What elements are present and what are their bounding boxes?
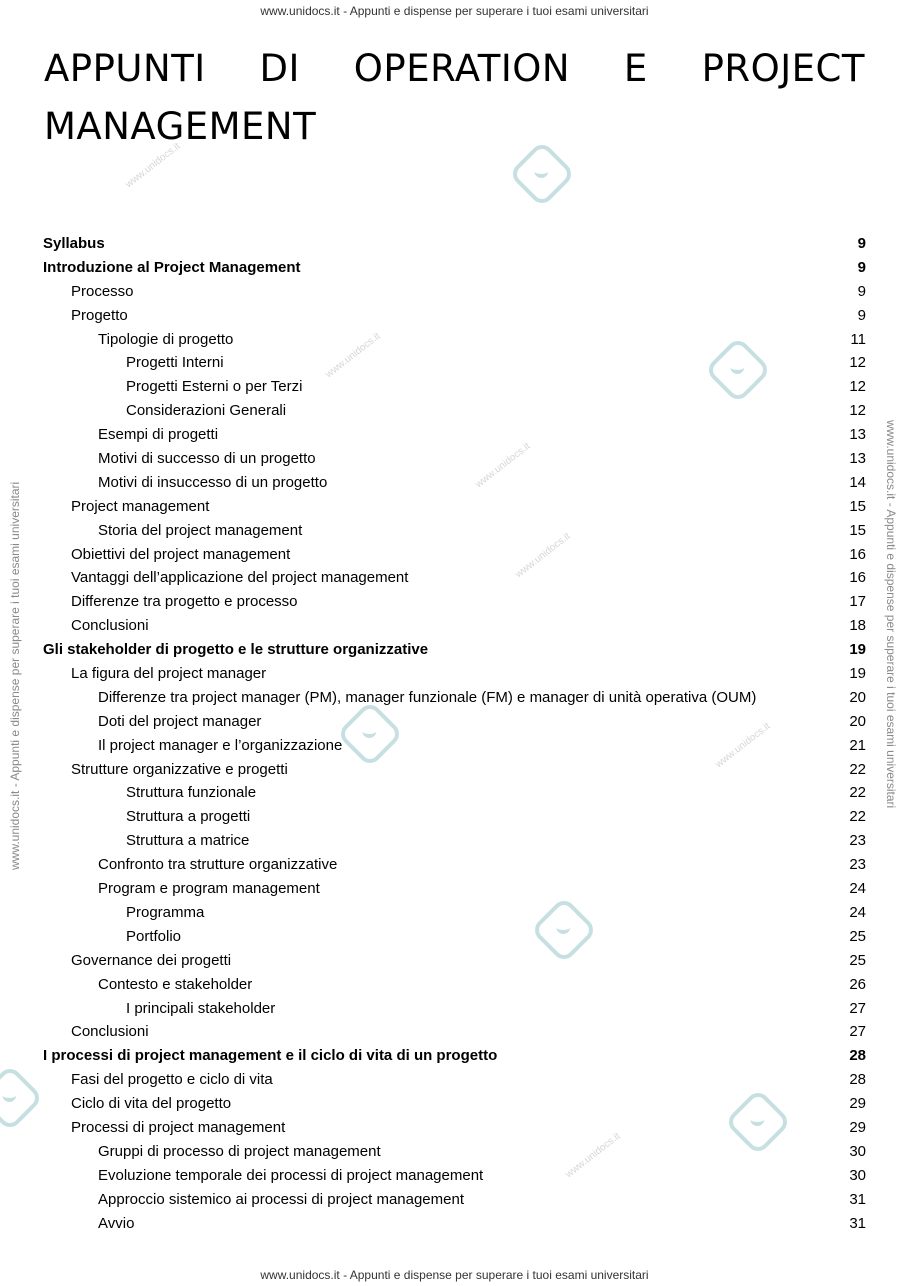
toc-entry[interactable] xyxy=(43,256,866,280)
toc-entry[interactable] xyxy=(43,471,866,495)
toc-entry-title: Struttura a progetti xyxy=(126,808,251,826)
toc-entry-title: Program e program management xyxy=(98,880,320,898)
toc-entry-title: Gruppi di processo di project management xyxy=(98,1142,381,1160)
toc-entry[interactable] xyxy=(43,447,866,471)
toc-entry[interactable] xyxy=(43,853,866,877)
watermark-diagonal-text: www.unidocs.it xyxy=(713,720,773,771)
toc-entry-title: Confronto tra strutture organizzative xyxy=(98,856,338,874)
watermark-side-right: www.unidocs.it - Appunti e dispense per superare i tuoi esami universitari xyxy=(884,420,898,809)
toc-entry-page: 12 xyxy=(849,378,866,396)
toc-entry-title: I principali stakeholder xyxy=(126,999,276,1017)
toc-entry-title: Tipologie di progetto xyxy=(98,330,234,348)
toc-entry-page: 22 xyxy=(849,784,866,802)
watermark-diagonal-text: www.unidocs.it xyxy=(563,1130,623,1181)
toc-entry-page: 29 xyxy=(849,1118,866,1136)
watermark-diagonal-text: www.unidocs.it xyxy=(473,440,533,491)
toc-entry-title: Introduzione al Project Management xyxy=(43,258,301,276)
toc-entry-page: 26 xyxy=(849,975,866,993)
toc-entry[interactable] xyxy=(43,423,866,447)
toc-entry[interactable] xyxy=(43,1164,866,1188)
watermark-diagonal-text: www.unidocs.it xyxy=(323,330,383,381)
toc-entry[interactable] xyxy=(43,662,866,686)
toc-entry[interactable] xyxy=(43,519,866,543)
toc-entry-page: 23 xyxy=(849,832,866,850)
toc-entry[interactable] xyxy=(43,566,866,590)
watermark-side-left: www.unidocs.it - Appunti e dispense per superare i tuoi esami universitari xyxy=(8,481,22,870)
toc-entry-page: 16 xyxy=(849,545,866,563)
toc-entry-page: 12 xyxy=(849,354,866,372)
toc-entry-page: 14 xyxy=(849,473,866,491)
toc-entry-title: Storia del project management xyxy=(98,521,303,539)
toc-entry[interactable] xyxy=(43,1020,866,1044)
toc-entry-title: Approccio sistemico ai processi di project management xyxy=(98,1190,464,1208)
toc-entry[interactable] xyxy=(43,781,866,805)
toc-entry-title: Ciclo di vita del progetto xyxy=(71,1095,232,1113)
toc-entry[interactable] xyxy=(43,614,866,638)
toc-entry[interactable] xyxy=(43,829,866,853)
toc-entry-title: Processi di project management xyxy=(71,1118,286,1136)
toc-entry-page: 27 xyxy=(849,1023,866,1041)
toc-entry-title: La figura del project manager xyxy=(71,665,267,683)
toc-entry[interactable] xyxy=(43,375,866,399)
toc-entry-title: Differenze tra progetto e processo xyxy=(71,593,298,611)
toc-entry-page: 21 xyxy=(849,736,866,754)
toc-entry-page: 24 xyxy=(849,880,866,898)
toc-entry[interactable] xyxy=(43,997,866,1021)
toc-entry[interactable] xyxy=(43,925,866,949)
toc-entry-title: Differenze tra project manager (PM), manager funzionale (FM) e manager di unità operativa (OUM) xyxy=(98,688,757,706)
toc-entry-title: Doti del project manager xyxy=(98,712,262,730)
document-title: APPUNTI DI OPERATION E PROJECT MANAGEMENT xyxy=(44,47,865,148)
toc-entry-page: 9 xyxy=(857,258,866,276)
unidocs-logo-watermark xyxy=(0,1064,44,1132)
toc-entry[interactable] xyxy=(43,1188,866,1212)
toc-entry-page: 13 xyxy=(849,450,866,468)
toc-entry[interactable] xyxy=(43,1044,866,1068)
toc-entry-title: I processi di project management e il ciclo di vita di un progetto xyxy=(43,1047,498,1065)
toc-entry-title: Progetti Interni xyxy=(126,354,224,372)
toc-entry-page: 23 xyxy=(849,856,866,874)
toc-entry[interactable] xyxy=(43,543,866,567)
toc-entry-page: 13 xyxy=(849,426,866,444)
toc-entry[interactable] xyxy=(43,686,866,710)
watermark-header: www.unidocs.it - Appunti e dispense per superare i tuoi esami universitari xyxy=(260,4,649,18)
toc-entry-page: 12 xyxy=(849,402,866,420)
toc-entry[interactable] xyxy=(43,1212,866,1236)
toc-entry-page: 19 xyxy=(849,641,866,659)
toc-entry-title: Fasi del progetto e ciclo di vita xyxy=(71,1071,273,1089)
toc-entry[interactable] xyxy=(43,877,866,901)
toc-entry[interactable] xyxy=(43,805,866,829)
toc-entry[interactable] xyxy=(43,590,866,614)
toc-entry-page: 19 xyxy=(849,665,866,683)
toc-entry[interactable] xyxy=(43,399,866,423)
toc-entry-title: Portfolio xyxy=(126,927,182,945)
toc-entry[interactable] xyxy=(43,304,866,328)
toc-entry-page: 16 xyxy=(849,569,866,587)
toc-entry-page: 17 xyxy=(849,593,866,611)
toc-entry[interactable] xyxy=(43,328,866,352)
toc-entry-page: 25 xyxy=(849,951,866,969)
toc-entry-page: 31 xyxy=(849,1190,866,1208)
toc-entry-page: 18 xyxy=(849,617,866,635)
watermark-footer: www.unidocs.it - Appunti e dispense per superare i tuoi esami universitari xyxy=(260,1268,649,1282)
toc-entry[interactable] xyxy=(43,351,866,375)
toc-entry-title: Processo xyxy=(71,282,134,300)
toc-entry[interactable] xyxy=(43,949,866,973)
toc-entry-title: Struttura a matrice xyxy=(126,832,250,850)
toc-entry-title: Motivi di insuccesso di un progetto xyxy=(98,473,328,491)
toc-entry-title: Syllabus xyxy=(43,235,105,252)
toc-entry-page: 31 xyxy=(849,1214,866,1232)
toc-entry[interactable] xyxy=(43,758,866,782)
toc-entry-page: 30 xyxy=(849,1142,866,1160)
toc-entry-title: Avvio xyxy=(98,1214,135,1232)
toc-entry[interactable] xyxy=(43,495,866,519)
toc-entry-page: 22 xyxy=(849,808,866,826)
toc-entry-page: 11 xyxy=(850,330,866,348)
toc-entry[interactable] xyxy=(43,232,866,256)
watermark-diagonal-text: www.unidocs.it xyxy=(513,530,573,581)
toc-entry-title: Struttura funzionale xyxy=(126,784,257,802)
toc-entry-title: Strutture organizzative e progetti xyxy=(71,760,288,778)
table-of-contents xyxy=(43,232,866,1235)
toc-entry-page: 9 xyxy=(857,282,866,300)
toc-entry-title: Obiettivi del project management xyxy=(71,545,291,563)
toc-entry-title: Progetti Esterni o per Terzi xyxy=(126,378,303,396)
toc-entry-page: 20 xyxy=(849,688,866,706)
toc-entry-page: 15 xyxy=(849,521,866,539)
toc-entry[interactable] xyxy=(43,973,866,997)
toc-entry[interactable] xyxy=(43,734,866,758)
toc-entry[interactable] xyxy=(43,1092,866,1116)
toc-entry[interactable] xyxy=(43,638,866,662)
toc-entry-page: 22 xyxy=(849,760,866,778)
toc-entry-title: Contesto e stakeholder xyxy=(98,975,253,993)
toc-entry-page: 25 xyxy=(849,927,866,945)
toc-entry-page: 27 xyxy=(849,999,866,1017)
toc-entry-page: 24 xyxy=(849,903,866,921)
toc-entry-page: 9 xyxy=(857,235,866,252)
toc-entry-title: Il project manager e l’organizzazione xyxy=(98,736,343,754)
toc-entry-page: 28 xyxy=(849,1047,866,1065)
toc-entry-title: Esempi di progetti xyxy=(98,426,219,444)
toc-entry-page: 9 xyxy=(857,306,866,324)
toc-entry-page: 20 xyxy=(849,712,866,730)
toc-entry-title: Gli stakeholder di progetto e le strutture organizzative xyxy=(43,641,429,659)
toc-entry-page: 28 xyxy=(849,1071,866,1089)
toc-entry-title: Considerazioni Generali xyxy=(126,402,287,420)
watermark-diagonal-text: www.unidocs.it xyxy=(123,140,183,191)
toc-entry[interactable] xyxy=(43,710,866,734)
toc-entry-page: 30 xyxy=(849,1166,866,1184)
toc-entry-title: Programma xyxy=(126,903,205,921)
toc-entry-title: Conclusioni xyxy=(71,617,149,635)
toc-entry-title: Evoluzione temporale dei processi di project management xyxy=(98,1166,484,1184)
toc-entry-page: 15 xyxy=(849,497,866,515)
toc-entry-title: Motivi di successo di un progetto xyxy=(98,450,316,468)
toc-entry-page: 29 xyxy=(849,1095,866,1113)
toc-entry[interactable] xyxy=(43,280,866,304)
toc-entry[interactable] xyxy=(43,901,866,925)
toc-entry-title: Conclusioni xyxy=(71,1023,149,1041)
toc-entry-title: Vantaggi dell’applicazione del project management xyxy=(71,569,409,587)
toc-entry-title: Governance dei progetti xyxy=(71,951,232,969)
toc-entry[interactable] xyxy=(43,1140,866,1164)
toc-entry[interactable] xyxy=(43,1116,866,1140)
toc-entry-title: Progetto xyxy=(71,306,128,324)
toc-entry-title: Project management xyxy=(71,497,210,515)
toc-entry[interactable] xyxy=(43,1068,866,1092)
